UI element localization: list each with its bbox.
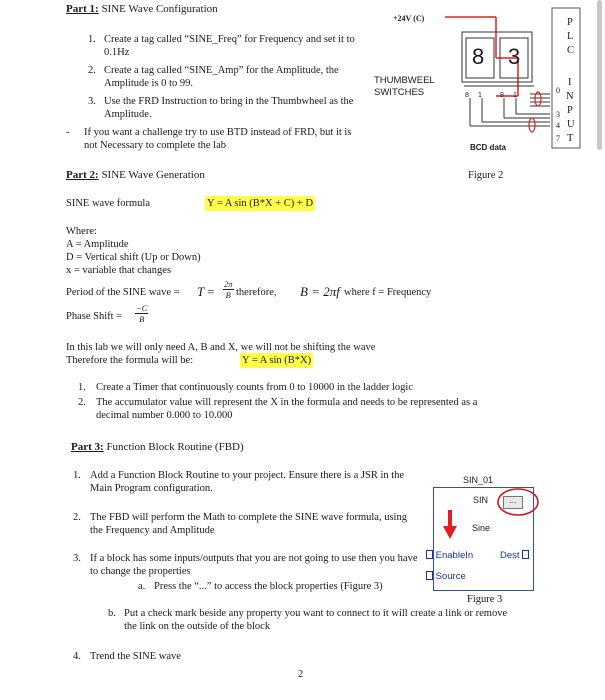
block-properties-button[interactable]: ...: [503, 496, 523, 509]
plc-letter: U: [567, 119, 575, 130]
pin-label: 8: [500, 92, 504, 99]
part1-step-text: If you want a challenge try to use BTD instead of FRD, but it is not Necessary to complete the lab: [84, 127, 352, 151]
part3-heading-text: Function Block Routine (FBD): [103, 441, 244, 453]
plc-letter: I: [568, 77, 572, 88]
pin-label: 8: [465, 92, 469, 99]
part1-step-text: Create a tag called “SINE_Freq” for Frequency and set it to 0.1Hz: [104, 34, 355, 58]
part1-step-num: 2.: [88, 65, 96, 76]
formula-label: SINE wave formula: [66, 198, 150, 209]
plc-letter: P: [567, 17, 573, 28]
input-number: 7: [556, 134, 560, 143]
plc-letter: T: [567, 133, 574, 144]
period-B-eq: B = 2πf: [300, 284, 340, 299]
block-name: Sine: [472, 523, 491, 533]
part1-heading-text: SINE Wave Configuration: [98, 3, 218, 15]
pin-label: 1: [478, 92, 482, 99]
sub-step-num: a.: [138, 581, 146, 592]
voltage-label: +24V (C): [393, 14, 425, 23]
thumbwheel-label: THUMBWEEL SWITCHES: [374, 75, 435, 98]
pin-source-label: Source: [435, 571, 466, 582]
phase-fraction: [135, 303, 148, 324]
block-tag: SIN_01: [463, 475, 494, 485]
part1-heading: [66, 3, 218, 16]
period-numerator: 2π: [224, 279, 233, 289]
phase-numerator: −C: [136, 303, 148, 313]
pin-dest[interactable]: [500, 549, 529, 562]
part1-step-num: 1.: [88, 34, 96, 45]
block-type: SIN: [473, 495, 489, 505]
definition: D = Vertical shift (Up or Down): [66, 252, 201, 263]
sub-step-num: b.: [108, 608, 116, 619]
plc-letter: C: [567, 45, 575, 56]
equals-sign: =: [207, 284, 215, 299]
input-number: 0: [556, 86, 560, 95]
pin-connector-icon: [426, 571, 433, 580]
thumbwheel-digit: 8: [472, 44, 485, 69]
part1-step-text: Create a tag called “SINE_Amp” for the Amplitude, the Amplitude is 0 to 99.: [104, 65, 339, 89]
plc-letter: N: [566, 91, 574, 102]
part1-step-text: Use the FRD Instruction to bring in the Thumbwheel as the Amplitude.: [104, 96, 354, 120]
part3-step-num: 2.: [73, 512, 81, 523]
part3-step-num: 3.: [73, 553, 81, 564]
part2-heading: [66, 169, 205, 182]
bcd-label: BCD data: [470, 143, 507, 152]
plc-letter: L: [567, 31, 574, 42]
part2-heading-text: SINE Wave Generation: [98, 169, 205, 181]
period-prefix: Period of the SINE wave =: [66, 287, 180, 298]
sub-step-text: Put a check mark beside any property you want to connect to it will create a link or remove the link on the outside of the block: [124, 608, 508, 632]
highlight-circle: [496, 487, 540, 517]
figure2-caption: Figure 2: [468, 170, 504, 181]
definition: A = Amplitude: [66, 239, 129, 250]
part2-step-text: Create a Timer that continuously counts from 0 to 10000 in the ladder logic: [96, 382, 413, 393]
period-fraction: [223, 279, 234, 300]
period-denominator: B: [225, 290, 231, 300]
part3-step-num: 1.: [73, 470, 81, 481]
part3-heading-label: Part 3:: [71, 441, 104, 453]
page-number: 2: [298, 669, 304, 680]
input-number: 3: [556, 110, 560, 119]
figure3-caption: Figure 3: [467, 594, 503, 605]
period-mid: therefore,: [236, 287, 277, 298]
input-number: 4: [556, 121, 560, 130]
part3-step-num: 4.: [73, 651, 81, 662]
pin-connector-icon: [426, 550, 433, 559]
note-line: In this lab we will only need A, B and X, we will not be shifting the wave: [66, 342, 376, 353]
part2-step-num: 2.: [78, 397, 86, 408]
part3-step-text: Add a Function Block Routine to your project. Ensure there is a JSR in the Main Program configuration.: [90, 470, 405, 494]
part1-bullet: -: [66, 127, 70, 138]
period-suffix: where f = Frequency: [344, 287, 432, 298]
part3-step-text: If a block has some inputs/outputs that you are not going to use then you have to change the properties: [90, 553, 418, 577]
part3-step-text: The FBD will perform the Math to complete the SINE wave formula, using the Frequency and Amplitude: [90, 512, 407, 536]
where-label: Where:: [66, 226, 97, 237]
phase-denominator: B: [139, 314, 145, 324]
definition: x = variable that changes: [66, 265, 172, 276]
scrollbar[interactable]: [597, 0, 602, 150]
part3-step-text: Trend the SINE wave: [90, 651, 181, 662]
thumbwheel-digit: 3: [508, 44, 521, 69]
pin-connector-icon: [522, 550, 529, 559]
sine-formula: Y = A sin (B*X + C) + D: [207, 198, 314, 209]
part2-step-num: 1.: [78, 382, 86, 393]
pin-dest-label: Dest: [500, 550, 520, 561]
period-T: T: [197, 284, 205, 299]
down-arrow-icon: [443, 510, 457, 540]
pin-label: 1: [513, 92, 517, 99]
pin-enable-in[interactable]: [426, 549, 473, 562]
part2-heading-label: Part 2:: [66, 169, 99, 181]
pin-enable-in-label: EnableIn: [435, 550, 474, 561]
phase-label: Phase Shift =: [66, 311, 123, 322]
pin-source[interactable]: [426, 570, 466, 583]
part1-step-num: 3.: [88, 96, 96, 107]
part2-step-text: The accumulator value will represent the X in the formula and needs to be represented as a decimal number 0.000 to 10.000: [96, 397, 478, 421]
note-line: Therefore the formula will be:: [66, 355, 194, 366]
part3-heading: [71, 441, 244, 454]
sub-step-text: Press the “...” to access the block properties (Figure 3): [154, 581, 383, 592]
simplified-formula: Y = A sin (B*X): [242, 355, 312, 366]
plc-letter: P: [567, 105, 573, 116]
part1-heading-label: Part 1:: [66, 3, 99, 15]
